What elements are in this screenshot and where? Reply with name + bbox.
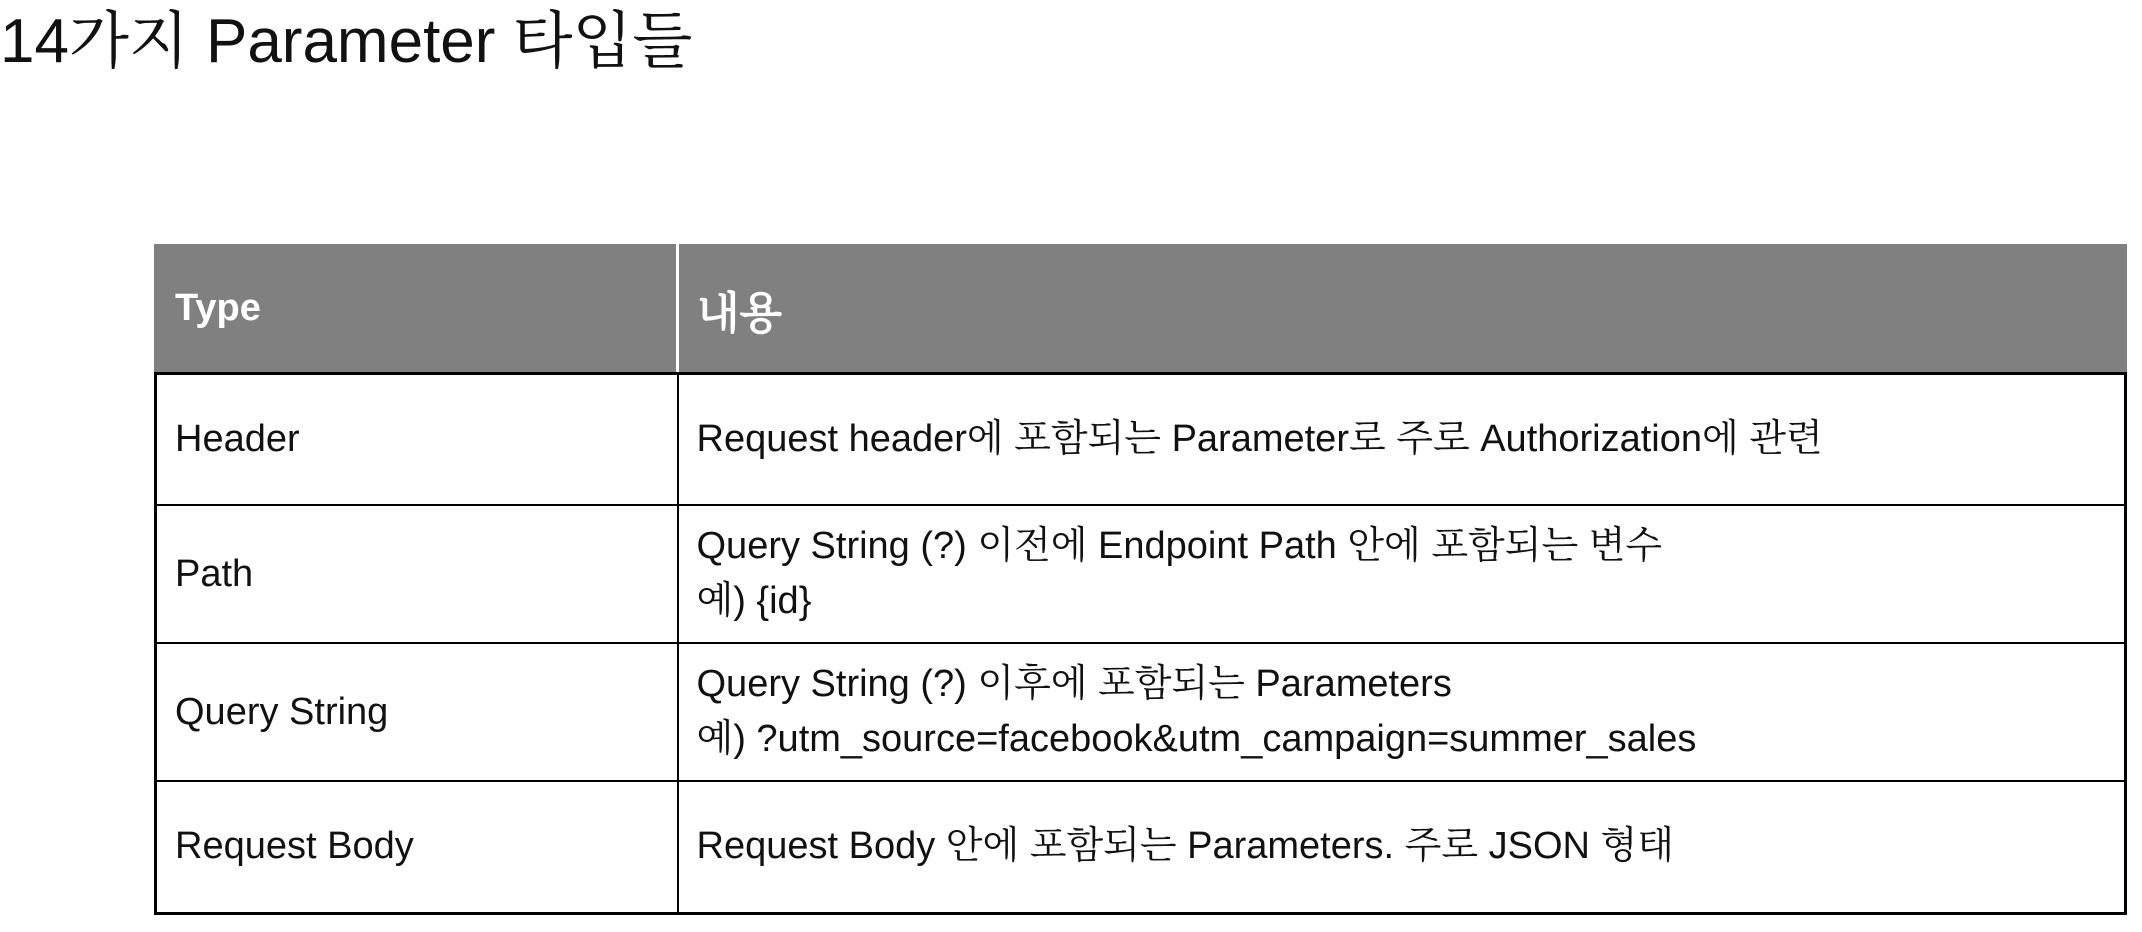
description-line: Request Body 안에 포함되는 Parameters. 주로 JSON 형태 [696, 825, 1674, 868]
header-type: Type [156, 245, 678, 373]
description-cell-request-body [678, 781, 2126, 913]
type-cell-header: Header [156, 373, 678, 505]
description-cell-query-string [678, 643, 2126, 781]
table-row [156, 643, 2126, 781]
parameter-types-table [154, 244, 2127, 915]
table-row [156, 373, 2126, 505]
type-cell-path: Path [156, 505, 678, 643]
type-cell-query-string: Query String [156, 643, 678, 781]
table-row [156, 781, 2126, 913]
description-line: Query String (?) 이후에 포함되는 Parameters [696, 663, 1452, 705]
type-cell-request-body: Request Body [156, 781, 678, 913]
example-line: 예) {id} [696, 580, 812, 622]
example-line: 예) ?utm_source=facebook&utm_campaign=summer_sales [696, 718, 1697, 760]
table-header-row [156, 245, 2126, 373]
description-cell-path [678, 505, 2126, 643]
description-line: Query String (?) 이전에 Endpoint Path 안에 포함되는 변수 [696, 525, 1663, 567]
page-title: 14가지 Parameter 타입들 [0, 7, 693, 76]
table-row [156, 505, 2126, 643]
description-line: Request header에 포함되는 Parameter로 주로 Authorization에 관련 [696, 417, 1823, 460]
description-cell-header [678, 373, 2126, 505]
header-content: 내용 [678, 245, 2126, 373]
